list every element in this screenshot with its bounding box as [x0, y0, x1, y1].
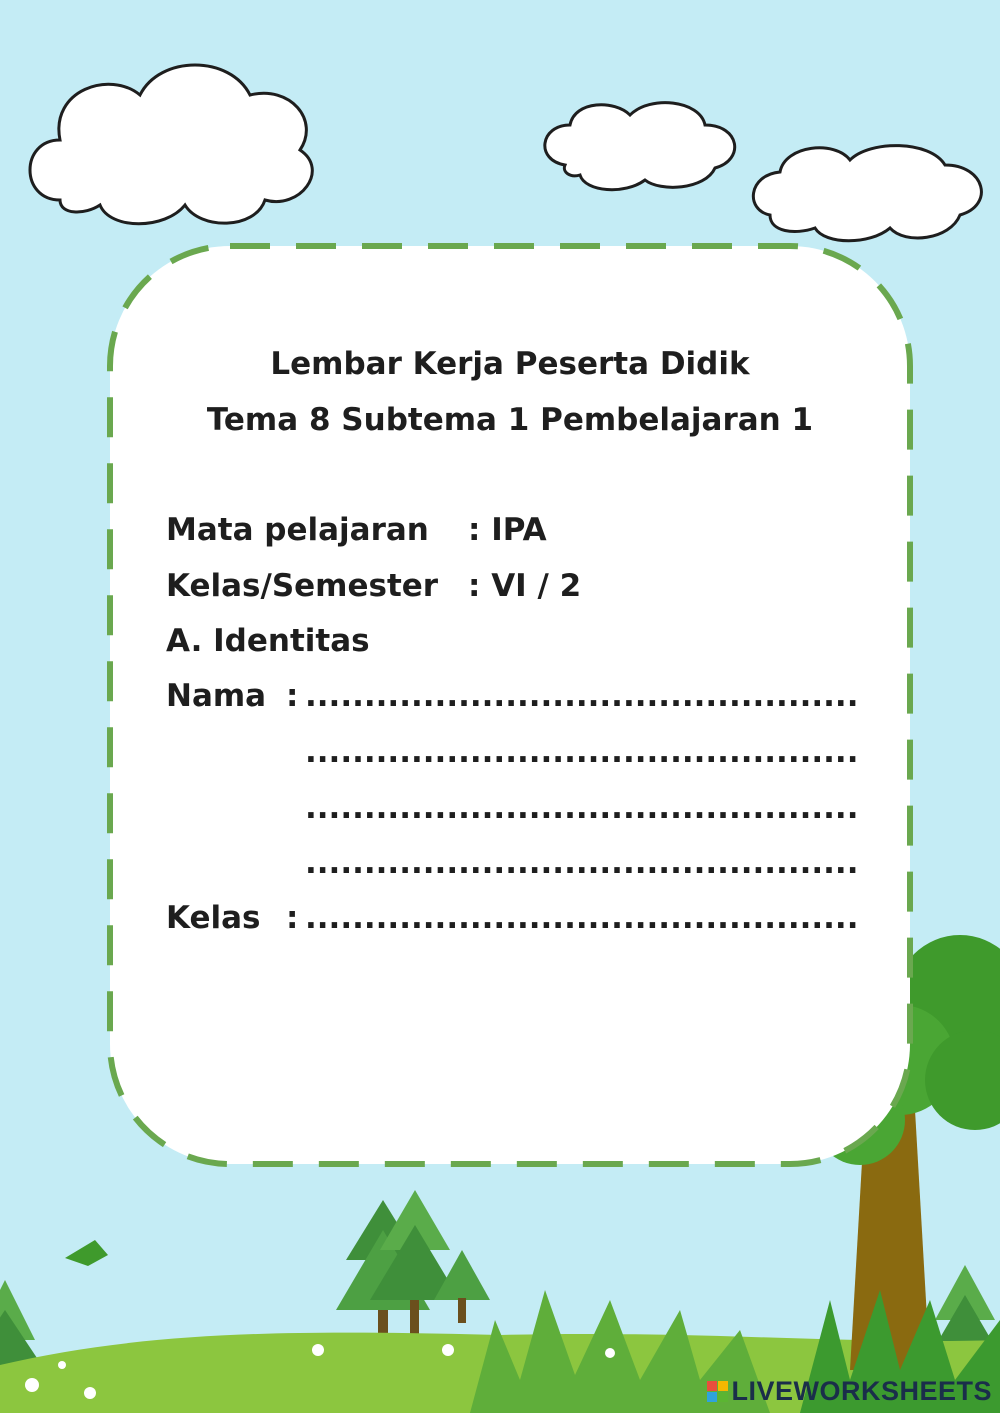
kelas-label: Kelas	[166, 900, 261, 936]
worksheet-title: Lembar Kerja Peserta Didik	[270, 346, 750, 382]
worksheet-subtitle: Tema 8 Subtema 1 Pembelajaran 1	[206, 402, 814, 438]
nama-line-4[interactable]: ...............................................	[305, 845, 859, 881]
liveworksheets-watermark	[707, 1376, 992, 1407]
tree-pine-left	[0, 1280, 45, 1370]
kelas-line[interactable]: ...............................................	[305, 900, 859, 936]
bird	[65, 1240, 108, 1266]
kelas-colon: :	[286, 900, 299, 936]
tree-pine-center	[336, 1190, 490, 1340]
mapel-value: : IPA	[468, 512, 547, 548]
section-identitas: A. Identitas	[166, 623, 370, 659]
cloud-left	[30, 65, 312, 224]
nama-label: Nama	[166, 678, 267, 714]
kelas-semester-value: : VI / 2	[468, 568, 582, 604]
liveworksheets-text: LIVEWORKSHEETS	[731, 1376, 992, 1406]
nama-line-2[interactable]: ...............................................	[305, 734, 859, 770]
cloud-middle	[545, 103, 735, 190]
liveworksheets-logo-icon	[707, 1381, 728, 1402]
nama-colon: :	[286, 678, 299, 714]
cloud-right	[753, 146, 981, 241]
nama-line-3[interactable]: ...............................................	[305, 790, 859, 826]
nama-line-1[interactable]: ...............................................	[305, 678, 859, 714]
mapel-label: Mata pelajaran	[166, 512, 429, 548]
kelas-semester-label: Kelas/Semester	[166, 568, 439, 604]
